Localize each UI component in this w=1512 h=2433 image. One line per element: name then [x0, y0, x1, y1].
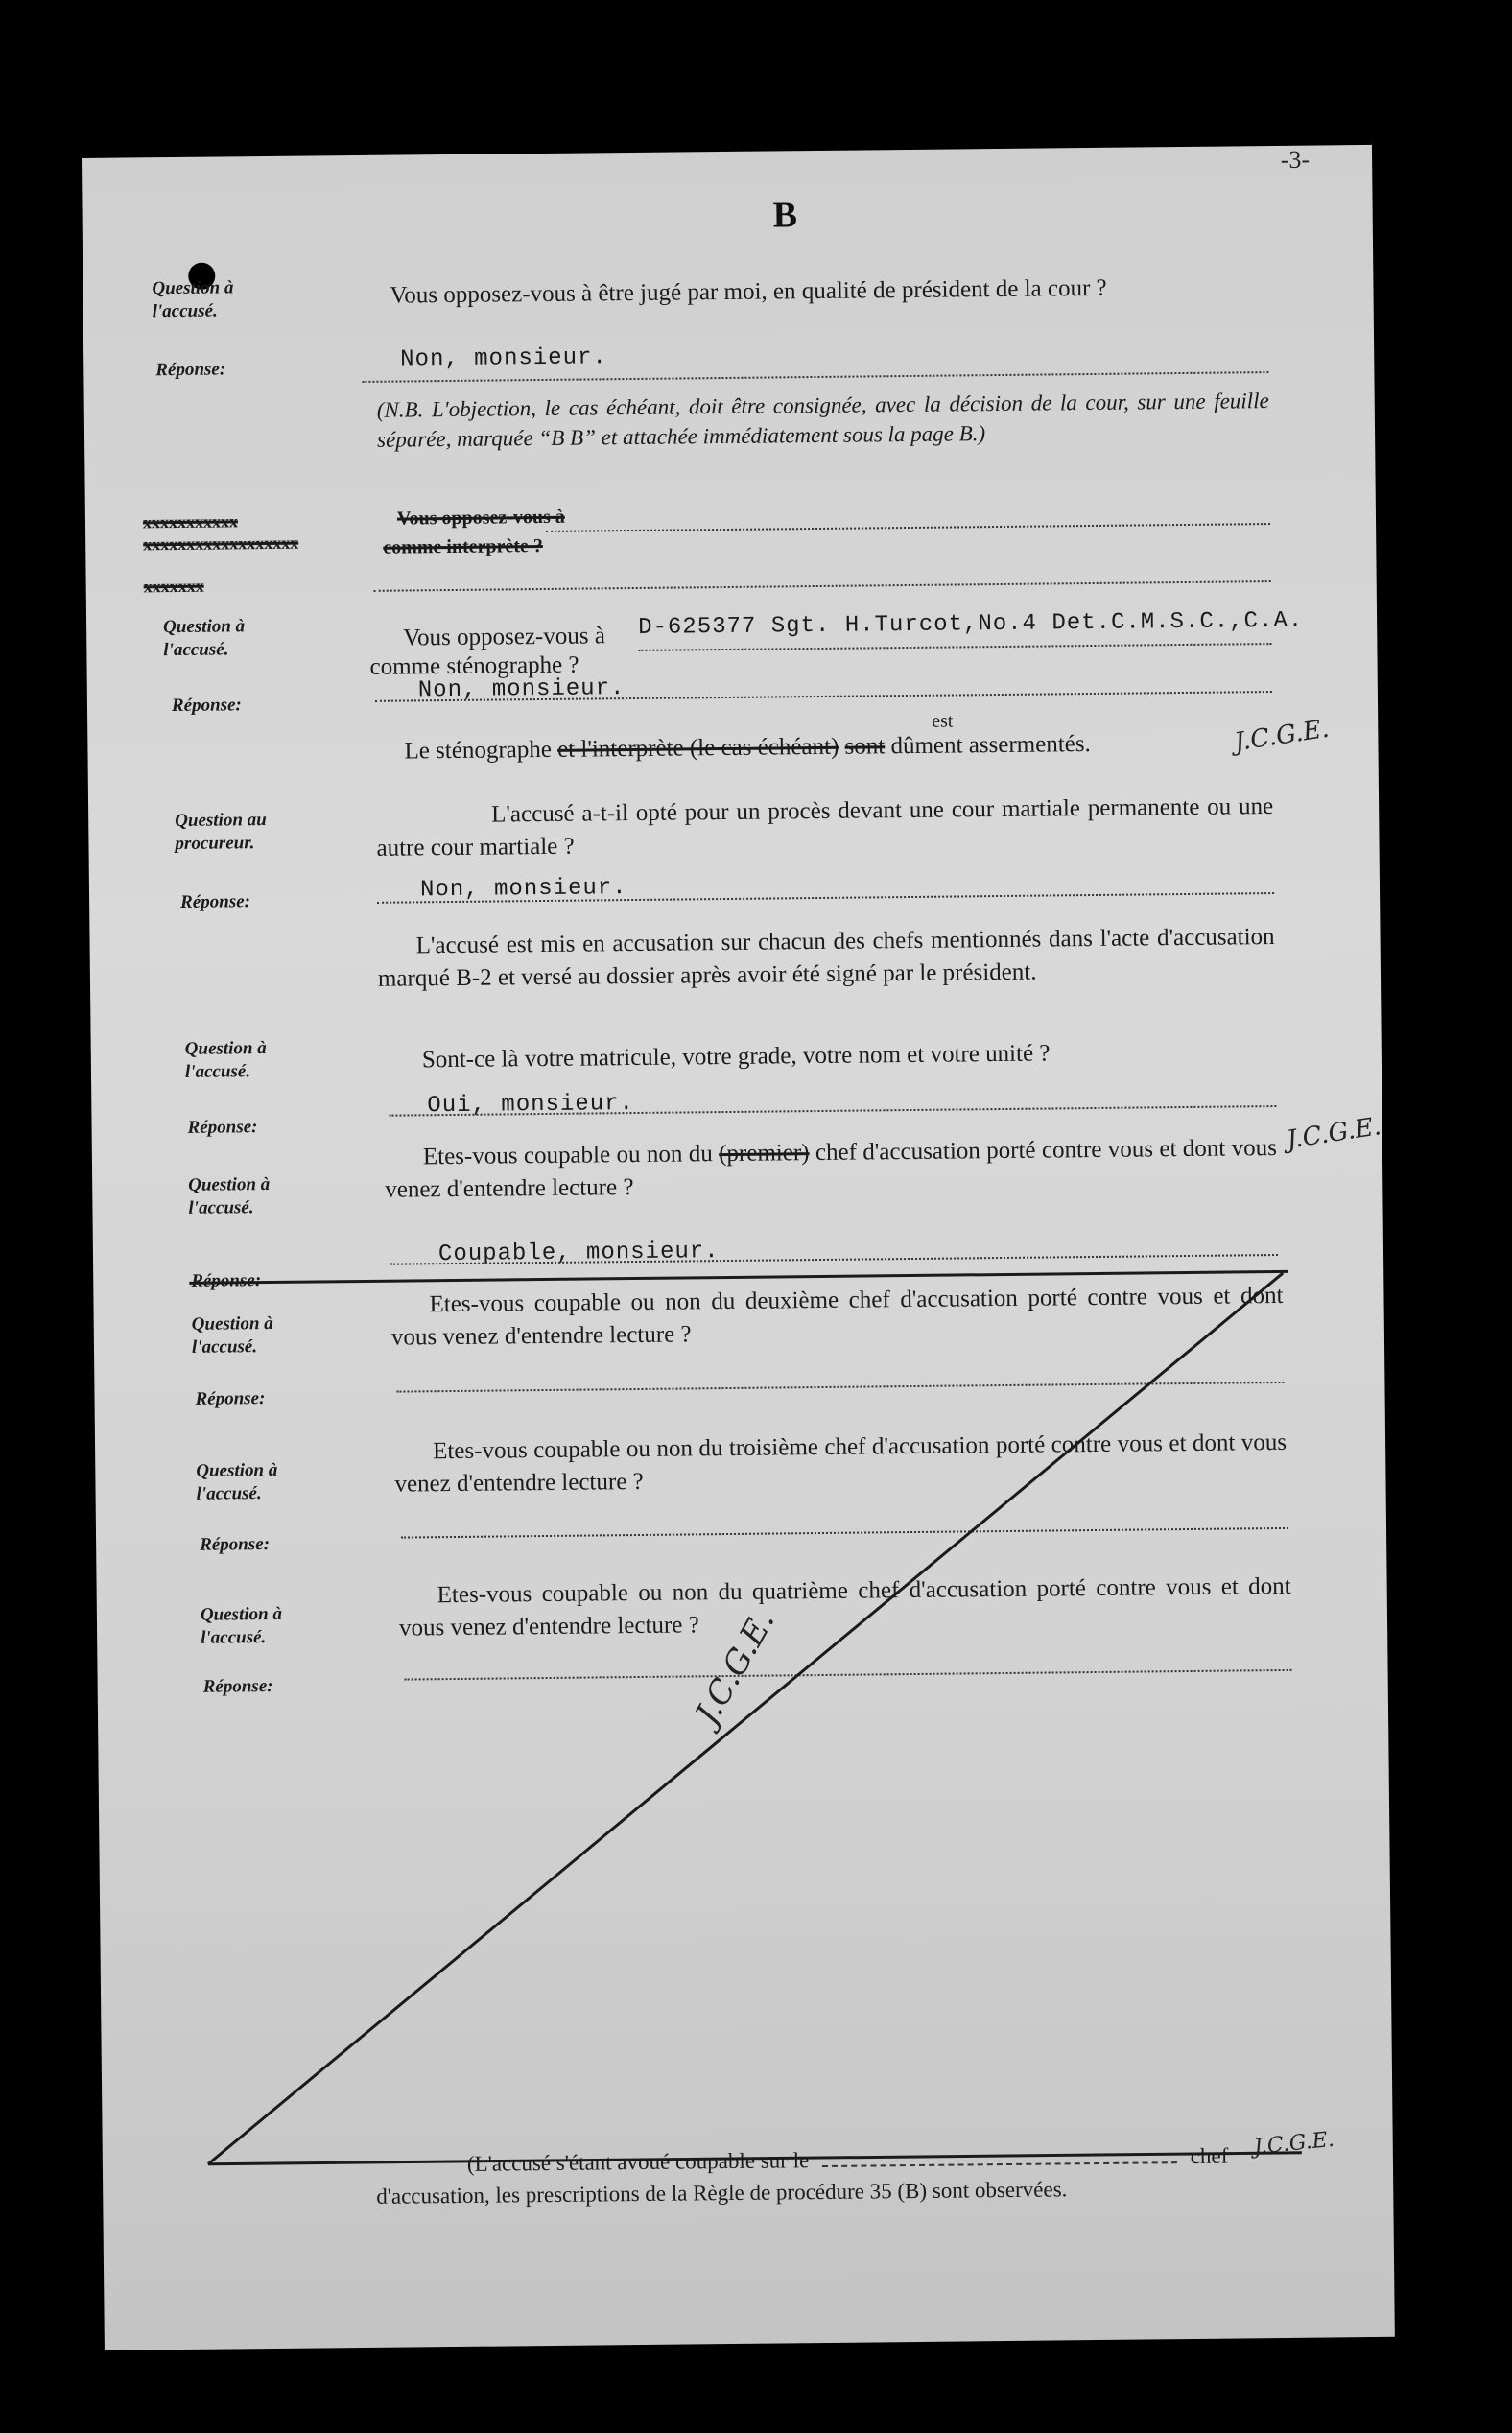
typed-name: D-625377 Sgt. H.Turcot,No.4 Det.C.M.S.C.,C.A.	[638, 607, 1304, 641]
question-text: Etes-vous coupable ou non du quatrième chef d'accusation porté contre vous et dont vous venez d'entendre lecture ?	[398, 1572, 1291, 1642]
footer-dots	[822, 2161, 1177, 2167]
footer-part: chef	[1190, 2143, 1229, 2169]
sworn-struck: sont	[844, 733, 886, 760]
sworn-tail: dûment assermentés.	[890, 731, 1091, 760]
struck-label: xxxxxxx	[143, 576, 204, 597]
struck-label: xxxxxxxxxxx	[142, 511, 239, 532]
question-label: Question à l'accusé.	[152, 277, 234, 322]
section-letter: B	[772, 195, 798, 236]
question-label: Question au procureur.	[175, 810, 267, 855]
cancel-diagonal	[82, 145, 1395, 2350]
question-label: Question à l'accusé.	[163, 616, 246, 661]
initials-handwritten: J.C.G.E.	[1232, 714, 1332, 758]
question-label: Question à l'accusé.	[188, 1174, 271, 1218]
document-page	[82, 145, 1395, 2350]
question-text: Vous opposez-vous à	[403, 623, 606, 651]
question-label: Question à l'accusé.	[196, 1459, 278, 1504]
response-label: Réponse:	[202, 1675, 273, 1697]
initials-handwritten: J.C.G.E.	[1285, 1112, 1383, 1155]
arraign-text: L'accusé est mis en accusation sur chacun des chefs mentionnés dans l'acte d'accusation marqué B-2 et versé au dossier après avoir été signé par le président.	[377, 924, 1275, 992]
struck-text: Vous opposez-vous à	[396, 506, 565, 530]
response-label: Réponse:	[171, 695, 242, 717]
page-number: -3-	[1280, 145, 1311, 174]
response-label: Réponse:	[200, 1534, 271, 1555]
question-text: Sont-ce là votre matricule, votre grade, votre nom et votre unité ?	[421, 1040, 1051, 1074]
question-label: Question à l'accusé.	[200, 1603, 283, 1648]
response-label: Réponse:	[180, 891, 251, 912]
question-text: L'accusé a-t-il opté pour un procès devant une cour martiale permanente ou une autre cour martiale ?	[376, 793, 1274, 862]
struck-text: comme interprète ?	[383, 534, 543, 558]
question-text: Vous opposez-vous à être jugé par moi, en qualité de président de la cour ?	[390, 274, 1107, 309]
inserted-word: est	[932, 710, 954, 732]
question-part: chef d'accusation porté contre vous et dont vous venez d'entendre lecture ?	[385, 1135, 1278, 1203]
response-label: Réponse:	[187, 1117, 258, 1138]
footer-text: d'accusation, les prescriptions de la Règle de procédure 35 (B) sont observées.	[376, 2177, 1068, 2209]
struck-word: (premier)	[719, 1140, 810, 1168]
sworn-struck: et l'interprète (le cas échéant)	[556, 733, 839, 763]
answer-text: Non, monsieur.	[400, 344, 607, 373]
initials-handwritten: J.C.G.E.	[688, 1603, 783, 1732]
question-text: Etes-vous coupable ou non du deuxième chef d'accusation porté contre vous et dont vous venez d'entendre lecture ?	[390, 1282, 1284, 1351]
response-label: Réponse:	[155, 359, 226, 381]
answer-text: Oui, monsieur.	[427, 1091, 635, 1120]
question-text: Etes-vous coupable ou non du troisième chef d'accusation porté contre vous et dont vous venez d'entendre lecture ?	[394, 1429, 1288, 1498]
answer-text: Non, monsieur.	[417, 675, 626, 704]
question-label: Question à l'accusé.	[191, 1312, 273, 1358]
response-label: Réponse:	[195, 1388, 266, 1409]
answer-text: Non, monsieur.	[419, 875, 627, 904]
answer-text: Coupable, monsieur.	[437, 1239, 720, 1268]
question-label: Question à l'accusé.	[184, 1038, 267, 1082]
sworn-lead: Le sténographe	[404, 736, 553, 765]
initials-handwritten: J.C.G.E.	[1252, 2127, 1335, 2160]
note-text: (N.B. L'objection, le cas échéant, doit être consignée, avec la décision de la cour, sur une feuille séparée, marquée “B B” et attachée immédiatement sous la page B.)	[376, 389, 1269, 452]
footer-part: (L'accusé s'étant avoué coupable sur le	[466, 2148, 810, 2176]
question-text: comme sténographe ?	[369, 651, 579, 680]
question-part: Etes-vous coupable ou non du	[422, 1141, 713, 1170]
struck-label: xxxxxxxxxxxxxxxxxx	[143, 532, 299, 555]
